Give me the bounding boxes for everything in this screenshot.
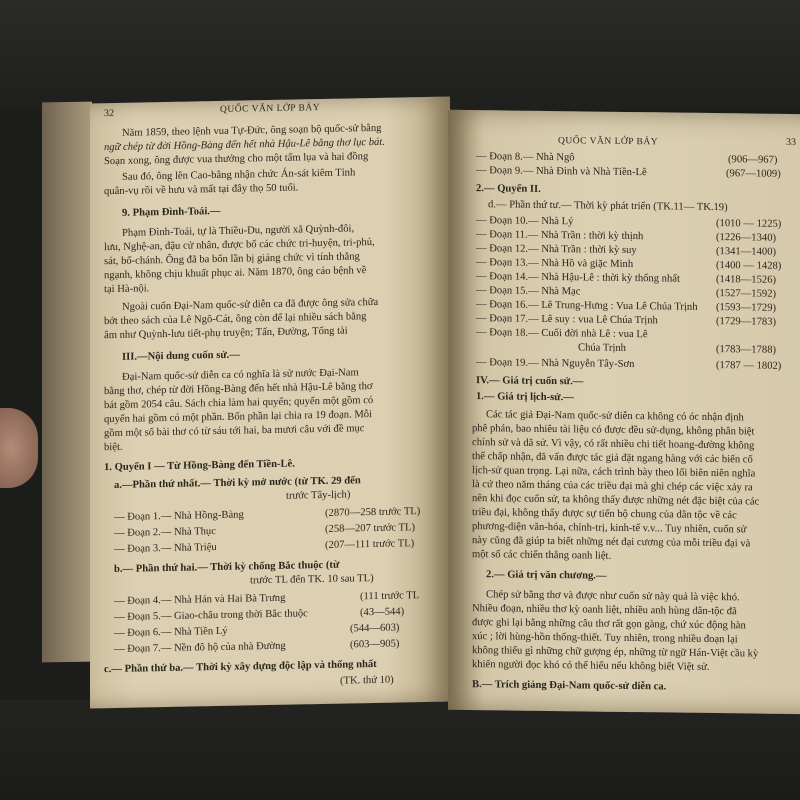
text-line: biệt. [104, 441, 123, 454]
toc-entry: — Đoạn 2.— Nhà Thục [114, 526, 216, 539]
toc-entry: — Đoạn 19.— Nhà Nguyễn Tây-Sơn [476, 357, 635, 371]
toc-entry: — Đoạn 7.— Nền đô hộ của nhà Đường [114, 640, 286, 655]
toc-entry: — Đoạn 9.— Nhà Đinh và Nhà Tiền-Lê [476, 165, 647, 179]
section-heading: b.— Phần thứ hai.— Thời kỳ chống Bắc thuộc (từ [114, 559, 340, 575]
toc-entry: — Đoạn 8.— Nhà Ngô [476, 151, 575, 164]
text-line: ngạnh, không chịu khuất phục ai. Năm 1870, ông cáo bệnh về [104, 265, 367, 282]
text-line: là cứ theo năm tháng của các triều đại mà ghi chép các việc xảy ra [472, 479, 753, 494]
section-heading: 1. Quyển I — Từ Hồng-Bàng đến Tiền-Lê. [104, 458, 295, 474]
text-line: Phạm Đình-Toái, tự là Thiều-Du, người xã Quỳnh-đôi, [122, 223, 355, 239]
toc-entry: — Đoạn 14.— Nhà Hậu-Lê : thời kỳ thống nhất [476, 271, 680, 285]
section-heading: c.— Phần thứ ba.— Thời kỳ xây dựng độc lập và thống nhất [104, 658, 377, 676]
toc-entry: — Đoạn 15.— Nhà Mạc [476, 285, 581, 298]
text-line: xúc ; lời hùng-hồn thống-thiết. Tuy nhiên, trong nhiều đoạn lại [472, 631, 738, 646]
toc-date: (111 trước TL [360, 590, 420, 603]
toc-date: (1593—1729) [716, 302, 777, 314]
text-line: ngữ chép từ đời Hồng-Bàng đến hết nhà Hậu-Lê bằng thơ lục bát. [104, 136, 385, 154]
toc-entry: Chúa Trịnh [578, 342, 626, 354]
text-line: phương-diện văn-hóa, chính-trị, kinh-tế v.v... Tuy nhiên, cuốn sử [472, 521, 747, 536]
text-line: sát, bố-chánh. Ông đã ba bốn lần bị giáng chức vì tính thẳng [104, 251, 360, 268]
text-line: (TK. thứ 10) [340, 674, 394, 687]
section-heading: a.—Phần thứ nhất.— Thời kỳ mở nước (từ TK. 29 đến [114, 475, 361, 491]
running-header: QUỐC VĂN LỚP BẢY [558, 136, 659, 148]
text-line: được ghi lại bằng những câu thơ rất gọn gàng, chứ xúc động hàn [472, 617, 746, 632]
toc-date: (1783—1788) [716, 344, 777, 356]
section-heading: d.— Phần thứ tư.— Thời kỳ phát triển (TK.11— TK.19) [488, 199, 728, 214]
text-line: Chép sử bằng thơ và được như cuốn sử này quả là việc khó. [486, 589, 740, 604]
text-line: khiến người đọc khó có thể hiểu nếu không biết Việt sử. [472, 659, 710, 673]
toc-entry: — Đoạn 10.— Nhà Lý [476, 215, 574, 228]
right-page [448, 110, 800, 714]
toc-entry: — Đoạn 13.— Nhà Hồ và giặc Minh [476, 257, 634, 271]
text-line: tại Hà-nội. [104, 283, 150, 296]
toc-date: (967—1009) [726, 168, 781, 180]
text-line: bớt theo sách của Lê Ngô-Cát, ông còn để lại nhiều sách bằng [104, 311, 367, 328]
text-line: bát gồm 2054 câu. Sách chia làm hai quyển; quyển một gồm có [104, 395, 374, 412]
text-line: bằng thơ, chép từ đời Hồng-Bàng đến hết nhà Hậu-Lê bằng thơ [104, 381, 373, 398]
toc-date: (1527—1592) [716, 288, 777, 300]
text-line: này cũng đã giúp ta biết những nét đại cương của mỗi triều đại và [472, 535, 751, 550]
open-book [20, 92, 800, 707]
section-heading: B.— Trích giảng Đại-Nam quốc-sử diễn ca. [472, 679, 667, 693]
text-line: Sau đó, ông lên Cao-bằng nhận chức Án-sát kiêm Tỉnh [122, 167, 356, 183]
text-line: Soạn xong, ông được vua thưởng cho một tấm lụa và hai đồng [104, 151, 369, 168]
toc-entry: — Đoạn 3.— Nhà Triệu [114, 542, 217, 555]
toc-entry: — Đoạn 16.— Lê Trung-Hưng : Vua Lê Chúa Trịnh [476, 299, 698, 313]
toc-entry: — Đoạn 12.— Nhà Trần : thời kỳ suy [476, 243, 637, 257]
text-line: một số các chiến thắng oanh liệt. [472, 549, 612, 562]
text-line: không thiếu gì những chữ gượng ép, những từ ngữ Hán-Việt cầu kỳ [472, 645, 759, 660]
text-line: phê phán, bao nhiêu tài liệu có được đều sử-dụng, không phân biệt [472, 423, 755, 438]
toc-entry: — Đoạn 4.— Nhà Hán và Hai Bà Trưng [114, 592, 286, 607]
text-line: âm như Quỳnh-lưu tiết-phụ truyện; Tấn, Đường, Tống tài [104, 325, 348, 342]
text-line: trước Tây-lịch) [286, 489, 351, 502]
text-line: Ngoài cuốn Đại-Nam quốc-sử diễn ca đã được ông sửa chữa [122, 296, 379, 313]
page-number: 33 [786, 136, 796, 149]
background-bottom [0, 700, 800, 800]
text-line: Nhiều đoạn, nhiều thơ kỳ oanh liệt, nhiều anh hùng dân-tộc đã [472, 603, 737, 618]
toc-date: (1010 — 1225) [716, 218, 782, 230]
text-line: gồm một số bài thơ có từ sáu tới hai, ba mươi câu với đề mục [104, 423, 365, 440]
text-line: triều đại, không thấy được sự tiến bộ chung của dân tộc về các [472, 507, 737, 522]
toc-date: (43—544) [360, 606, 405, 619]
toc-date: (258—207 trước TL) [325, 522, 415, 535]
text-line: quyển hai gồm có một phần. Bốn phần lại chia ra 19 đoạn. Mỗi [104, 409, 373, 426]
toc-date: (1341—1400) [716, 246, 777, 258]
section-heading: 9. Phạm Đình-Toái.— [122, 205, 221, 219]
running-header: QUỐC VĂN LỚP BẢY [220, 103, 321, 115]
section-heading: 2.— Giá trị văn chương.— [486, 569, 607, 582]
toc-entry: — Đoạn 6.— Nhà Tiền Lý [114, 625, 228, 639]
text-line: lưu, Nghệ-an, đậu cử nhân, được bổ các chức tri-huyện, tri-phủ, [104, 236, 375, 254]
toc-date: (2870—258 trước TL) [325, 506, 421, 519]
text-line: lịch-sử quan trọng. Lại nữa, cách trình bày theo lối biên niên nghĩa [472, 465, 756, 480]
section-heading: III.—Nội dung cuốn sử.— [122, 349, 240, 363]
text-line: Năm 1859, theo lệnh vua Tự-Đức, ông soạn bộ quốc-sử bằng [122, 122, 382, 139]
text-line: chính sử và dã sử. Vì vậy, có rất nhiều chi tiết hoang-đường không [472, 437, 755, 452]
text-line: Các tác giả Đại-Nam quốc-sử diễn ca không có óc nhận định [486, 409, 744, 424]
section-heading: IV.— Giá trị cuốn sử.— [476, 375, 584, 388]
toc-date: (1226—1340) [716, 232, 777, 244]
toc-date: (207—111 trước TL) [325, 538, 415, 551]
section-heading: 1.— Giá trị lịch-sử.— [476, 391, 574, 404]
toc-entry: — Đoạn 1.— Nhà Hồng-Bàng [114, 509, 244, 523]
toc-entry: — Đoạn 5.— Giao-châu trong thời Bắc thuộc [114, 608, 308, 623]
text-line: Đại-Nam quốc-sử diễn ca có nghĩa là sử nước Đại-Nam [122, 367, 359, 383]
page-stack-edge [42, 102, 92, 663]
page-number: 32 [104, 107, 114, 120]
text-line: trước TL đến TK. 10 sau TL) [250, 573, 374, 587]
toc-entry: — Đoạn 11.— Nhà Trần : thời kỳ thịnh [476, 229, 644, 243]
text-line: thể chấp nhận, đã vấn được tác giả đặt ngang hàng với các biến cố [472, 451, 753, 466]
left-page [90, 97, 450, 709]
toc-date: (544—603) [350, 622, 400, 635]
section-heading: 2.— Quyển II. [476, 183, 541, 195]
toc-date: (1400 — 1428) [716, 260, 782, 272]
toc-date: (1418—1526) [716, 274, 777, 286]
toc-date: (1729—1783) [716, 316, 777, 328]
toc-date: (603—905) [350, 638, 400, 651]
toc-entry: — Đoạn 18.— Cuối đời nhà Lê : vua Lê [476, 327, 648, 341]
toc-entry: — Đoạn 17.— Lê suy : vua Lê Chúa Trịnh [476, 313, 658, 327]
toc-date: (906—967) [728, 154, 778, 166]
text-line: quân-vụ rồi về hưu và mất tại đây thọ 50 tuổi. [104, 182, 299, 198]
toc-date: (1787 — 1802) [716, 360, 782, 372]
text-line: nên khi đọc cuốn sử, ta không thấy được những nét đặc biệt của các [472, 493, 760, 508]
